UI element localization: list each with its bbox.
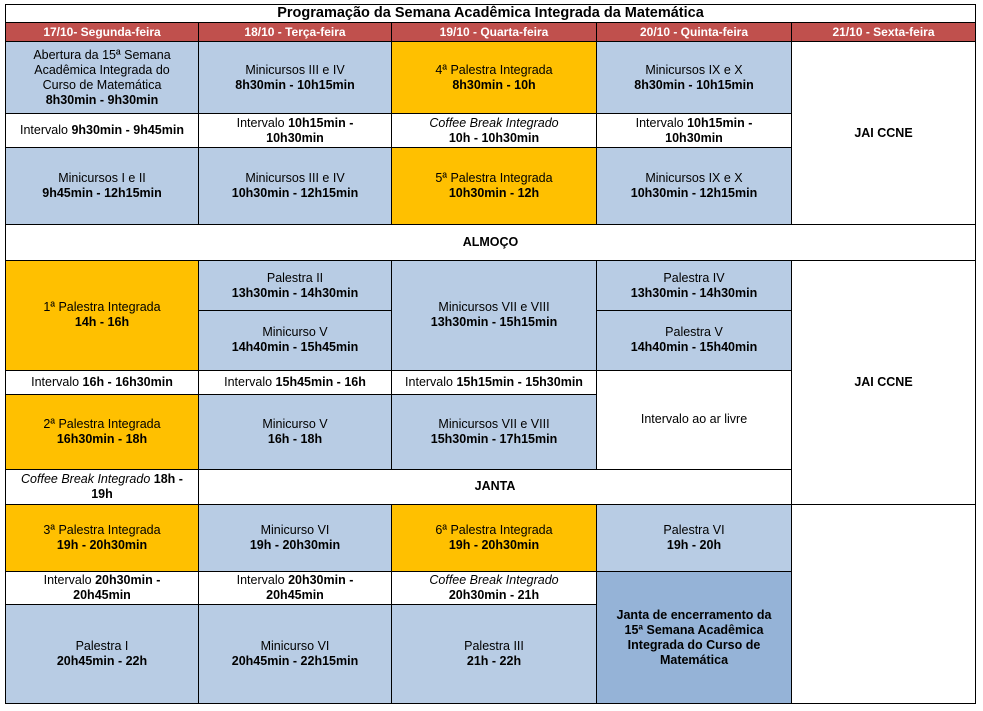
cell-time: 14h40min - 15h40min bbox=[630, 340, 758, 355]
cell-wed-palestra-iii bbox=[392, 605, 597, 704]
cell-time: 10h - 10h30min bbox=[448, 130, 540, 145]
cell-time: 8h30min - 10h15min bbox=[634, 77, 754, 92]
cell-tue-minicurso-vi bbox=[199, 505, 392, 572]
cell-time: 10h30min bbox=[665, 130, 723, 145]
cell-time: 9h30min - 9h45min bbox=[71, 123, 184, 137]
cell-text: Curso de Matemática bbox=[42, 77, 162, 92]
cell-time: 10h30min - 12h15min bbox=[231, 185, 359, 200]
cell-time: 13h30min - 14h30min bbox=[231, 285, 359, 300]
cell-time: 20h30min - bbox=[288, 573, 354, 588]
cell-time: 19h - 20h30min bbox=[448, 538, 540, 553]
cell-tue-minicursos-iii-iv bbox=[199, 42, 392, 114]
cell-time: 21h - 22h bbox=[466, 654, 522, 669]
cell-time: 10h30min bbox=[266, 130, 324, 145]
cell-thu-intervalo-ar-livre: Intervalo ao ar livre bbox=[597, 370, 792, 469]
cell-text: Integrada do Curso de bbox=[627, 637, 761, 652]
cell-text: Palestra II bbox=[266, 270, 324, 285]
cell-mon-palestra-1 bbox=[6, 261, 199, 370]
cell-time: 20h30min - 21h bbox=[448, 588, 540, 603]
cell-thu-closing-dinner bbox=[597, 572, 792, 704]
cell-tue-interval-afternoon bbox=[199, 370, 392, 394]
cell-text: Minicursos IX e X bbox=[645, 170, 743, 185]
cell-mon-palestra-2 bbox=[6, 394, 199, 469]
cell-mon-interval-evening bbox=[6, 572, 199, 605]
cell-time: 20h45min bbox=[266, 588, 324, 603]
cell-time: 14h40min - 15h45min bbox=[231, 340, 359, 355]
cell-tue-minicurso-vi-2 bbox=[199, 605, 392, 704]
cell-thu-minicursos-ix-x bbox=[597, 42, 792, 114]
cell-text: Intervalo bbox=[236, 573, 285, 588]
cell-mon-opening bbox=[6, 42, 199, 114]
cell-text: 4ª Palestra Integrada bbox=[435, 62, 553, 77]
cell-text: Palestra I bbox=[75, 639, 129, 654]
cell-time: 10h30min - 12h15min bbox=[630, 185, 758, 200]
cell-text: 5ª Palestra Integrada bbox=[435, 170, 553, 185]
cell-text: 6ª Palestra Integrada bbox=[435, 523, 553, 538]
cell-time: 8h30min - 10h15min bbox=[235, 77, 355, 92]
cell-time: 20h30min - bbox=[95, 573, 161, 588]
cell-text: Minicursos VII e VIII bbox=[438, 300, 550, 315]
cell-text: 15ª Semana Acadêmica bbox=[624, 622, 764, 637]
dinner-row: JANTA bbox=[199, 469, 792, 504]
cell-text: Intervalo bbox=[20, 123, 68, 137]
cell-time: 16h30min - 18h bbox=[56, 431, 148, 446]
cell-wed-coffee-break bbox=[392, 114, 597, 147]
cell-mon-minicursos-i-ii bbox=[6, 147, 199, 224]
cell-wed-coffee-break-evening bbox=[392, 572, 597, 605]
cell-time: 8h30min - 10h bbox=[452, 77, 536, 92]
cell-tue-minicurso-v-2 bbox=[199, 394, 392, 469]
cell-text: Intervalo bbox=[405, 374, 453, 389]
cell-text: Intervalo bbox=[635, 115, 684, 130]
cell-text: Janta de encerramento da bbox=[616, 607, 772, 622]
cell-thu-palestra-6 bbox=[597, 505, 792, 572]
cell-time: 13h30min - 15h15min bbox=[430, 315, 558, 330]
cell-mon-coffee-break bbox=[6, 469, 199, 504]
cell-time: 15h45min - 16h bbox=[275, 374, 366, 389]
cell-text: 2ª Palestra Integrada bbox=[43, 416, 161, 431]
cell-time: 15h15min - 15h30min bbox=[456, 374, 583, 389]
cell-tue-interval-evening bbox=[199, 572, 392, 605]
cell-mon-interval bbox=[6, 114, 199, 147]
cell-tue-palestra-2 bbox=[199, 261, 392, 311]
cell-tue-interval bbox=[199, 114, 392, 147]
cell-text: Intervalo bbox=[224, 374, 273, 389]
cell-text: 1ª Palestra Integrada bbox=[43, 300, 161, 315]
cell-text: Palestra IV bbox=[663, 270, 725, 285]
cell-wed-interval-afternoon bbox=[392, 370, 597, 394]
cell-wed-palestra-4 bbox=[392, 42, 597, 114]
cell-text: Minicurso V bbox=[262, 416, 328, 431]
cell-time: 19h bbox=[91, 486, 113, 501]
schedule-table bbox=[5, 4, 976, 704]
cell-mon-palestra-3 bbox=[6, 505, 199, 572]
cell-text: Minicurso VI bbox=[260, 523, 330, 538]
cell-text: Minicursos III e IV bbox=[245, 170, 345, 185]
day-header-monday: 17/10- Segunda-feira bbox=[6, 23, 199, 42]
cell-time: 20h45min - 22h bbox=[56, 654, 148, 669]
cell-text: Intervalo bbox=[31, 374, 80, 389]
cell-time: 18h - bbox=[153, 471, 183, 486]
day-header-thursday: 20/10 - Quinta-feira bbox=[597, 23, 792, 42]
day-header-friday: 21/10 - Sexta-feira bbox=[792, 23, 976, 42]
cell-wed-minicursos-vii-viii bbox=[392, 261, 597, 370]
cell-tue-minicurso-v bbox=[199, 311, 392, 370]
cell-wed-palestra-5 bbox=[392, 147, 597, 224]
cell-time: 14h - 16h bbox=[74, 315, 130, 330]
cell-thu-palestra-4 bbox=[597, 261, 792, 311]
cell-text: Palestra VI bbox=[663, 523, 725, 538]
cell-thu-palestra-5 bbox=[597, 311, 792, 370]
cell-fri-jai-ccne-morning: JAI CCNE bbox=[792, 42, 976, 225]
cell-text: Intervalo bbox=[43, 573, 92, 588]
cell-text: Palestra III bbox=[464, 639, 524, 654]
cell-time: 19h - 20h30min bbox=[56, 538, 148, 553]
cell-text: Acadêmica Integrada do bbox=[34, 62, 170, 77]
cell-mon-palestra-i bbox=[6, 605, 199, 704]
cell-text: Minicurso V bbox=[262, 325, 328, 340]
cell-text: Coffee Break Integrado bbox=[21, 471, 151, 486]
cell-time: 16h - 16h30min bbox=[82, 374, 173, 389]
cell-fri-jai-ccne-afternoon: JAI CCNE bbox=[792, 261, 976, 505]
cell-time: 10h15min - bbox=[288, 115, 354, 130]
day-header-wednesday: 19/10 - Quarta-feira bbox=[392, 23, 597, 42]
cell-time: 20h45min - 22h15min bbox=[231, 654, 359, 669]
page-title: Programação da Semana Acadêmica Integrada da Matemática bbox=[6, 5, 976, 23]
day-header-tuesday: 18/10 - Terça-feira bbox=[199, 23, 392, 42]
cell-time: 16h - 18h bbox=[267, 431, 323, 446]
cell-time: 15h30min - 17h15min bbox=[430, 431, 558, 446]
cell-text: Coffee Break Integrado bbox=[429, 115, 559, 130]
cell-wed-minicursos-vii-viii-2 bbox=[392, 394, 597, 469]
cell-text: Minicursos IX e X bbox=[645, 62, 743, 77]
cell-text: Minicursos III e IV bbox=[245, 62, 345, 77]
cell-thu-minicursos-ix-x-2 bbox=[597, 147, 792, 224]
cell-text: Matemática bbox=[659, 652, 729, 667]
cell-time: 10h30min - 12h bbox=[448, 185, 540, 200]
cell-text: Minicurso VI bbox=[260, 639, 330, 654]
cell-text: 3ª Palestra Integrada bbox=[43, 523, 161, 538]
cell-tue-minicursos-iii-iv-2 bbox=[199, 147, 392, 224]
cell-time: 20h45min bbox=[73, 588, 131, 603]
cell-text: Palestra V bbox=[665, 325, 723, 340]
cell-time: 8h30min - 9h30min bbox=[45, 92, 159, 107]
cell-time: 19h - 20h bbox=[666, 538, 722, 553]
cell-mon-interval-afternoon bbox=[6, 370, 199, 394]
cell-time: 10h15min - bbox=[687, 115, 753, 130]
cell-text: Minicursos I e II bbox=[58, 170, 146, 185]
cell-time: 9h45min - 12h15min bbox=[42, 185, 162, 200]
cell-text: Minicursos VII e VIII bbox=[438, 416, 550, 431]
cell-fri-empty bbox=[792, 505, 976, 704]
cell-text: Abertura da 15ª Semana bbox=[33, 47, 171, 62]
cell-wed-palestra-6 bbox=[392, 505, 597, 572]
cell-text: Intervalo bbox=[236, 115, 285, 130]
cell-time: 13h30min - 14h30min bbox=[630, 285, 758, 300]
cell-text: Coffee Break Integrado bbox=[429, 573, 559, 588]
cell-time: 19h - 20h30min bbox=[249, 538, 341, 553]
lunch-row: ALMOÇO bbox=[6, 224, 976, 260]
cell-thu-interval bbox=[597, 114, 792, 147]
